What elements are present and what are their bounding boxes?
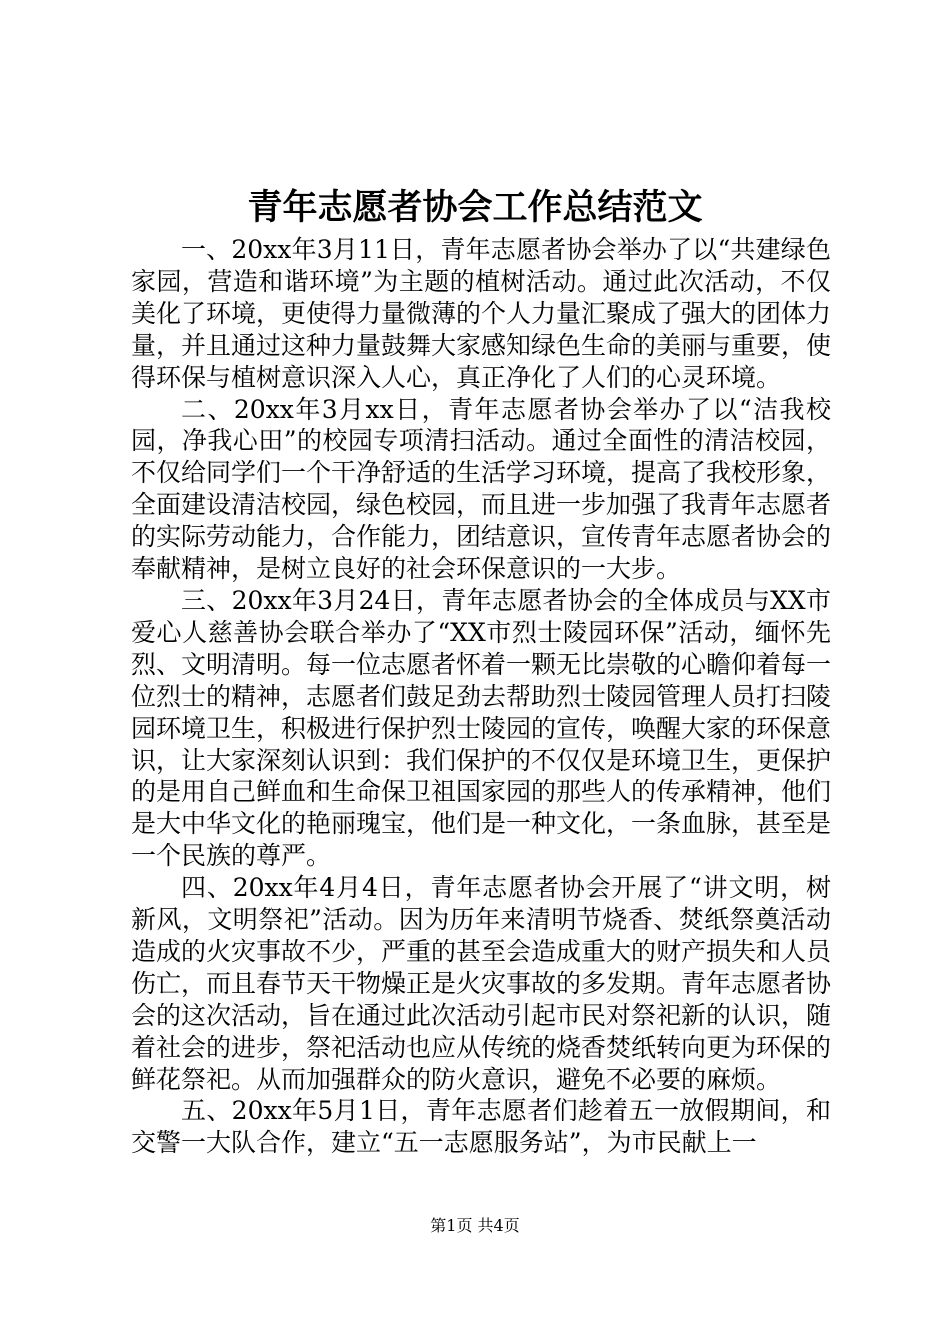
paragraph-2: 二、20xx年3月xx日，青年志愿者协会举办了以“洁我校园，净我心田”的校园专项清扫活动。通过全面性的清洁校园，不仅给同学们一个干净舒适的生活学习环境，提高了我校形象，全面建设清洁校园，绿色校园，而且进一步加强了我青年志愿者的实际劳动能力，合作能力，团结意识，宣传青年志愿者协会的奉献精神，是树立良好的社会环保意识的一大步。 <box>131 394 832 584</box>
page-number-footer: 第1页 共4页 <box>430 1216 520 1235</box>
paragraph-1: 一、20xx年3月11日，青年志愿者协会举办了以“共建绿色家园，营造和谐环境”为主题的植树活动。通过此次活动，不仅美化了环境，更使得力量微薄的个人力量汇聚成了强大的团体力量，并且通过这种力量鼓舞大家感知绿色生命的美丽与重要，使得环保与植树意识深入人心，真正净化了人们的心灵环境。 <box>131 235 832 392</box>
paragraph-3: 三、20xx年3月24日，青年志愿者协会的全体成员与XX市爱心人慈善协会联合举办了“XX市烈士陵园环保”活动，缅怀先烈、文明清明。每一位志愿者怀着一颗无比崇敬的心瞻仰着每一位烈士的精神，志愿者们鼓足劲去帮助烈士陵园管理人员打扫陵园环境卫生，积极进行保护烈士陵园的宣传，唤醒大家的环保意识，让大家深刻认识到：我们保护的不仅仅是环境卫生，更保护的是用自己鲜血和生命保卫祖国家园的那些人的传承精神，他们是大中华文化的艳丽瑰宝，他们是一种文化，一条血脉，甚至是一个民族的尊严。 <box>131 585 832 871</box>
document-body <box>131 234 831 1159</box>
document-title: 青年志愿者协会工作总结范文 <box>247 187 703 228</box>
paragraph-5: 五、20xx年5月1日，青年志愿者们趁着五一放假期间，和交警一大队合作，建立“五一志愿服务站”，为市民献上一 <box>131 1096 831 1158</box>
paragraph-4: 四、20xx年4月4日，青年志愿者协会开展了“讲文明，树新风，文明祭祀”活动。因为历年来清明节烧香、焚纸祭奠活动造成的火灾事故不少，严重的甚至会造成重大的财产损失和人员伤亡，而且春节天干物燥正是火灾事故的多发期。青年志愿者协会的这次活动，旨在通过此次活动引起市民对祭祀新的认识，随着社会的进步，祭祀活动也应从传统的烧香焚纸转向更为环保的鲜花祭祀。从而加强群众的防火意识，避免不必要的麻烦。 <box>131 873 832 1094</box>
